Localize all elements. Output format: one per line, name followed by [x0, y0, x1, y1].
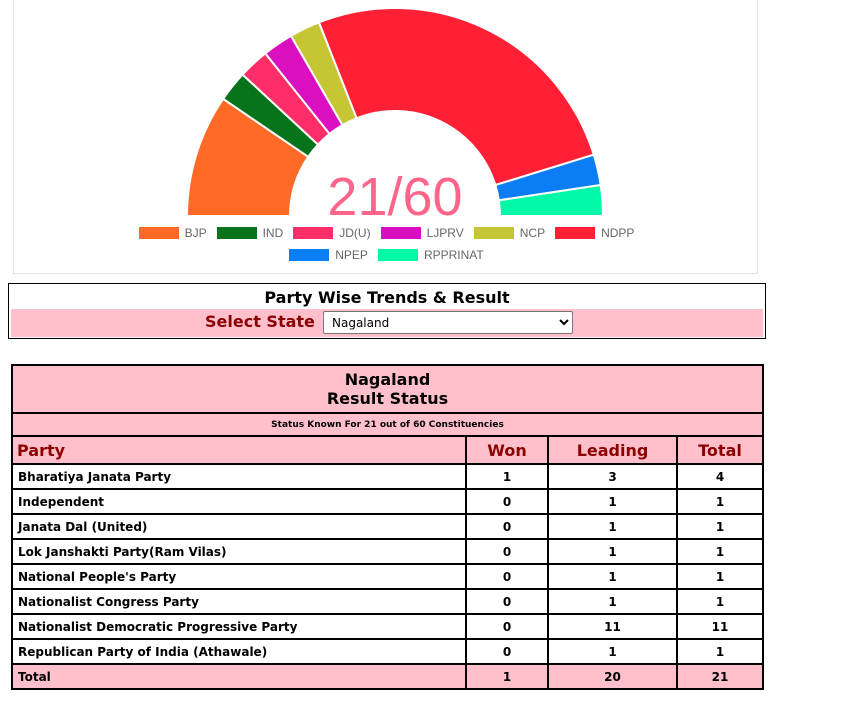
table-subtitle: Result Status [326, 389, 449, 408]
seat-chart-panel [13, 0, 758, 274]
col-header-total: Total [677, 436, 763, 464]
leading-count: 11 [548, 614, 677, 639]
legend-item[interactable] [555, 226, 634, 240]
party-name: Independent [12, 489, 466, 514]
won-count: 0 [466, 489, 548, 514]
won-count: 0 [466, 589, 548, 614]
legend-label: JD(U) [339, 226, 371, 240]
legend-label: NPEP [335, 248, 368, 262]
state-select[interactable] [323, 311, 573, 334]
total-count: 1 [677, 489, 763, 514]
leading-count: 1 [548, 639, 677, 664]
legend-item[interactable] [293, 226, 370, 240]
party-name: Republican Party of India (Athawale) [12, 639, 466, 664]
legend-label: RPPRINAT [423, 248, 484, 262]
total-label: Total [12, 664, 466, 689]
legend-swatch [474, 227, 514, 239]
legend-label: NDPP [601, 226, 635, 240]
party-name: Lok Janshakti Party(Ram Vilas) [12, 539, 466, 564]
won-count: 0 [466, 614, 548, 639]
legend-item[interactable] [217, 226, 284, 240]
party-name: Nationalist Congress Party [12, 589, 466, 614]
total-count: 11 [677, 614, 763, 639]
table-state-name: Nagaland [344, 370, 431, 389]
total-won: 1 [466, 664, 548, 689]
legend-swatch [378, 249, 418, 261]
total-total: 21 [677, 664, 763, 689]
leading-count: 1 [548, 564, 677, 589]
legend-label: IND [262, 226, 284, 240]
status-known-text: Status Known For 21 out of 60 Constituencies [12, 413, 763, 436]
col-header-won: Won [466, 436, 548, 464]
slice-ndpp[interactable] [319, 8, 594, 185]
party-name: Nationalist Democratic Progressive Party [12, 614, 466, 639]
table-row [12, 539, 763, 564]
state-select-row [11, 309, 763, 337]
total-leading: 20 [548, 664, 677, 689]
leading-count: 1 [548, 589, 677, 614]
legend-item[interactable] [381, 226, 464, 240]
leading-count: 1 [548, 539, 677, 564]
total-count: 1 [677, 639, 763, 664]
legend-swatch [381, 227, 421, 239]
legend-label: LJPRV [426, 226, 464, 240]
legend-label: NCP [519, 226, 546, 240]
legend-swatch [217, 227, 257, 239]
total-count: 1 [677, 564, 763, 589]
table-row [12, 489, 763, 514]
table-total-row [12, 664, 763, 689]
legend-swatch [289, 249, 329, 261]
legend-item[interactable] [139, 226, 207, 240]
table-row [12, 639, 763, 664]
legend-item[interactable] [474, 226, 545, 240]
total-count: 1 [677, 539, 763, 564]
won-count: 0 [466, 514, 548, 539]
table-row [12, 464, 763, 489]
legend-swatch [555, 227, 595, 239]
trends-title: Party Wise Trends & Result [264, 288, 510, 307]
leading-count: 1 [548, 514, 677, 539]
table-row [12, 564, 763, 589]
party-name: National People's Party [12, 564, 466, 589]
won-count: 1 [466, 464, 548, 489]
legend-item[interactable] [289, 248, 368, 262]
legend-label: BJP [184, 226, 207, 240]
legend-item[interactable] [378, 248, 484, 262]
table-row [12, 614, 763, 639]
won-count: 0 [466, 539, 548, 564]
won-count: 0 [466, 639, 548, 664]
seat-count-label: 21/60 [327, 167, 463, 227]
table-title [12, 365, 763, 413]
total-count: 1 [677, 514, 763, 539]
leading-count: 3 [548, 464, 677, 489]
col-header-leading: Leading [548, 436, 677, 464]
col-header-party: Party [12, 436, 466, 464]
table-row [12, 589, 763, 614]
total-count: 4 [677, 464, 763, 489]
leading-count: 1 [548, 489, 677, 514]
chart-legend [14, 226, 759, 240]
total-count: 1 [677, 589, 763, 614]
select-state-label: Select State [205, 312, 315, 331]
table-row [12, 514, 763, 539]
legend-swatch [139, 227, 179, 239]
legend-swatch [293, 227, 333, 239]
chart-legend-row-2 [14, 248, 759, 262]
party-name: Janata Dal (United) [12, 514, 466, 539]
trends-box [8, 283, 766, 339]
party-name: Bharatiya Janata Party [12, 464, 466, 489]
won-count: 0 [466, 564, 548, 589]
result-table [11, 364, 764, 690]
table-body [12, 464, 763, 689]
